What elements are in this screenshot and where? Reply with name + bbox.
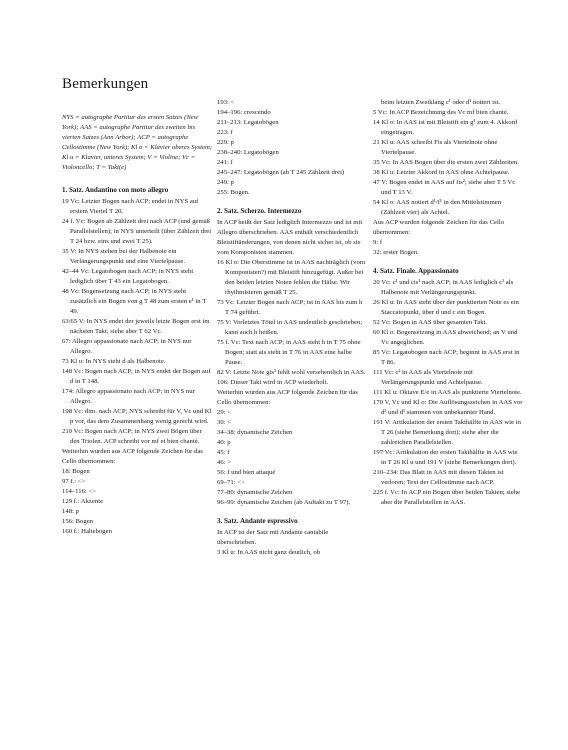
- remark-entry: 111 Kl u: Oktave E/e in AAS als punktierte Viertelnote.: [373, 389, 522, 396]
- remark-entry: 198 Vc: dim. nach ACP; NYS schreibt für V, Vc und Kl p vor, das dem Zusammenhang wenig gerecht wird.: [62, 408, 212, 425]
- remark-line: 211–213: Legatobögen: [217, 119, 279, 126]
- remark-entry: 14 Kl o: In AAS ist mit Bleistift ein g¹ zum 4. Akkord eingetragen.: [373, 119, 518, 136]
- remark-entry: 111 Vc: c² in AAS als Viertelnote mit Verlängerungspunkt und Achtelpause.: [373, 369, 483, 386]
- remark-entry: 35 Vc: In AAS Bogen über die ersten zwei Zählzeiten.: [373, 159, 519, 166]
- section-heading: 2. Satz. Scherzo. Intermezzo: [217, 207, 302, 215]
- remark-entry: 85 Vc: Legatobogen nach ACP; beginnt in AAS erst in T 86.: [373, 349, 520, 366]
- remark-entry: 24 f. Vc: Bogen ab Zählzeit drei nach ACP (und gemäß Parallelstellen); in NYS unterteilt (über Zählzeit drei T 24 bzw. eins und zwei T 25).: [62, 218, 212, 245]
- text-column-2: [217, 98, 367, 558]
- remark-entry: 42–44 Vc: Legatobogen nach ACP; in NYS steht lediglich über T 43 ein Legatobogen.: [62, 268, 194, 285]
- remark-line: 241: f: [217, 159, 233, 166]
- remark-entry: 5 Vc: In ACP Bezeichnung des Vc mf bien chanté.: [373, 109, 509, 116]
- remark-line: 69–71: <>: [217, 479, 245, 486]
- remark-line: 229: p: [217, 139, 234, 146]
- remark-entry: 60 Kl o: Bogensetzung in AAS abweichend; an V und Vc angeglichen.: [373, 329, 518, 346]
- remark-line: 40: p: [217, 439, 231, 446]
- remark-line: 129 f.: Akzente: [62, 498, 104, 505]
- remark-entry: 210–234: Das Blatt in AAS mit diesen Takten ist verloren; Text der Cellostimme nach ACP.: [373, 469, 504, 486]
- remark-entry: 21 Kl u: AAS schreibt Fis als Viertelnote ohne Viertelpause.: [373, 139, 498, 156]
- remark-line: 255: Bogen.: [217, 189, 250, 196]
- remark-entry: 47 V: Bogen endet in AAS auf fis²; siehe aber T 5 Vc und T 13 V.: [373, 179, 516, 196]
- remark-entry: 197 Vc: Artikulation der ersten Takthälfte in AAS wie in T 26 Kl u und 191 V (siehe Bemerkungen dort).: [373, 449, 518, 466]
- remark-entry: 82 V: Letzte Note gis² fehlt wohl versehentlich in AAS.: [217, 369, 366, 376]
- remark-line: In ACP ist der Satz mit Andante cantabile überschrieben.: [217, 529, 329, 546]
- remark-line: 223: f: [217, 129, 233, 136]
- remark-line: 97 f.: <>: [62, 478, 86, 485]
- remark-line: 77–80: dynamische Zeichen: [217, 489, 293, 496]
- remark-entry: 52 Vc: Bogen in AAS über gesamten Takt.: [373, 319, 488, 326]
- remark-line: Weiterhin wurden aus ACP folgende Zeichen für das Cello übernommen:: [217, 389, 358, 406]
- remark-entry: 75 V: Vorletztes Tötel in AAS undeutlich geschrieben; kann auch h heißen.: [217, 319, 363, 336]
- remark-line: 46: >: [217, 459, 231, 466]
- remark-line: beim letzten Zweiklang c¹ oder d¹ notiert ist.: [381, 99, 501, 106]
- section-heading: 1. Satz. Andantino con moto allegro: [62, 186, 169, 194]
- remark-line: 34–38: dynamische Zeichen: [217, 429, 293, 436]
- text-column-1: [62, 113, 212, 537]
- remark-line: 156: Bogen: [62, 518, 94, 525]
- remark-line: 238–240: Legatobögen: [217, 149, 279, 156]
- section-heading: 4. Satz. Finale. Appassionato: [373, 267, 459, 275]
- remark-entry: 63/65 V: In NYS endet der jeweils letzte Bogen erst im nächsten Takt; siehe aber T 62 Vc.: [62, 318, 210, 335]
- remark-entry: 225 f. Vc: In ACP ein Bogen über beiden Takten; siehe aber die Parallelstellen in AAS.: [373, 489, 521, 506]
- remark-entry: 54 Kl o: AAS notiert d¹/f¹ in den Mittelstimmen (Zählzeit vier) als Achtel.: [373, 199, 502, 216]
- remark-line: 32: erster Bogen.: [373, 249, 419, 256]
- remark-entry: 106: Dieser Takt wird in ACP wiederholt.: [217, 379, 329, 386]
- remark-entry: 48 Vc: Bogensetzung nach ACP; in NYS steht zusätzlich ein Bogen von g T 48 zum ersten e¹ in T 49.: [62, 288, 207, 315]
- remark-entry: 174: Allegro appassionato nach ACP; in NYS nur Allegro.: [62, 388, 195, 405]
- remark-line: 114–116: <>: [62, 488, 96, 495]
- remark-line: 56: f und bien attaqué: [217, 469, 276, 476]
- remark-line: 18: Bogen: [62, 468, 90, 475]
- remark-entry: 16 Kl o: Die Oberstimme ist in AAS nachträglich (vom Komponisten?) mit Bleistift hinzugefügt. Außer bei den beiden letzten Noten fehlen die Hälse. Wir rhythmisieren gemäß T 25.: [217, 259, 366, 296]
- remark-line: 148: p: [62, 508, 79, 515]
- abbreviation-key: NYS = autographe Partitur des ersten Satzes (New York); AAS = autographe Partitur des zweiten bis vierten Satzes (Ann Arbor); ACP = autographe Cellostimme (New York); Kl o = Klavier oberes System; Kl u = Klavier, unteres System; V = Violine; Vc = Violoncello; T = Takt(e): [62, 114, 213, 171]
- remark-line: In ACP heißt der Satz lediglich Intermezzo und ist mit Allegro überschrieben. AAS enthält verschiedentlich Bleistiftänderungen, von denen nicht sicher ist, ob sie vom Komponisten stammen.: [217, 219, 363, 256]
- remark-line: 193: <: [217, 99, 235, 106]
- remark-entry: 38 Kl u: Letzter Akkord in AAS ohne Achtelpause.: [373, 169, 510, 176]
- remark-entry: 75 f. Vc: Text nach ACP; in AAS steht h in T 75 ohne Bogen; statt ais steht in T 76 in AAS eine halbe Pause.: [217, 339, 361, 366]
- remark-entry: 20 Vc: c¹ und cis¹ nach ACP; in AAS lediglich c¹ als Halbenote mit Verlängerungspunkt.: [373, 279, 514, 296]
- remark-line: 9: f: [373, 239, 383, 246]
- remark-line: 160 f.: Haltebogen: [62, 528, 112, 535]
- remark-entry: 96–99: dynamische Zeichen (ab Auftakt zu T 97).: [217, 499, 351, 506]
- text-column-3: [373, 98, 523, 508]
- remark-entry: 191 V: Artikulation der ersten Takthälfte in AAS wie in T 26 (siehe Bemerkung dort); siehe aber die zahlreichen Parallelstellen.: [373, 419, 521, 446]
- page-heading: Bemerkungen: [62, 76, 149, 92]
- remark-entry: 67: Allegro appassionato nach ACP; in NYS nur Allegro.: [62, 338, 192, 355]
- remark-line: 249: p: [217, 179, 234, 186]
- remark-line: 3 Kl u: In AAS nicht ganz deutlich, ob: [217, 549, 321, 556]
- remark-entry: 73 Vc: Letzter Bogen nach ACP; ist in AAS bis zum h T 74 geführt.: [217, 299, 363, 316]
- remark-entry: 245–247: Legatobögen (ab T 245 Zählzeit drei): [217, 169, 345, 176]
- remark-line: 194–196: crescendo: [217, 109, 271, 116]
- remark-line: 30: <: [217, 419, 231, 426]
- section-heading: 3. Satz. Andante espressivo: [217, 517, 298, 525]
- remark-line: 29: <: [217, 409, 231, 416]
- remark-line: Aus ACP wurden folgende Zeichen für das Cello übernommen:: [373, 219, 505, 236]
- remark-entry: 170 V, Vc und Kl o: Die Auflösungszeichen in AAS vor d² und d¹ stammen von unbekannter Hand.: [373, 399, 523, 416]
- remark-entry: 73 Kl u: In NYS steht d als Halbenote.: [62, 358, 166, 365]
- remark-entry: 148 Vc: Bogen nach ACP; in NYS endet der Bogen auf d in T 148.: [62, 368, 211, 385]
- remark-entry: 35 V: In NYS stehen bei der Halbenote ein Verlängerungspunkt und eine Viertelpause.: [62, 248, 185, 265]
- remark-line: 45: f: [217, 449, 230, 456]
- remark-entry: 19 Vc: Letzter Bogen nach ACP; endet in NYS auf erstem Viertel T 20.: [62, 198, 199, 215]
- remark-entry: 210 Vc: Bogen nach ACP; in NYS zwei Bögen über den Triolen. ACP schreibt vor mf et bien chanté.: [62, 428, 202, 445]
- remark-line: Weiterhin wurden aus ACP folgende Zeichen für das Cello übernommen:: [62, 448, 203, 465]
- remark-entry: 26 Kl u: In AAS steht über der punktierten Note es ein Staccatopunkt, über d und c ein Bogen.: [373, 299, 519, 316]
